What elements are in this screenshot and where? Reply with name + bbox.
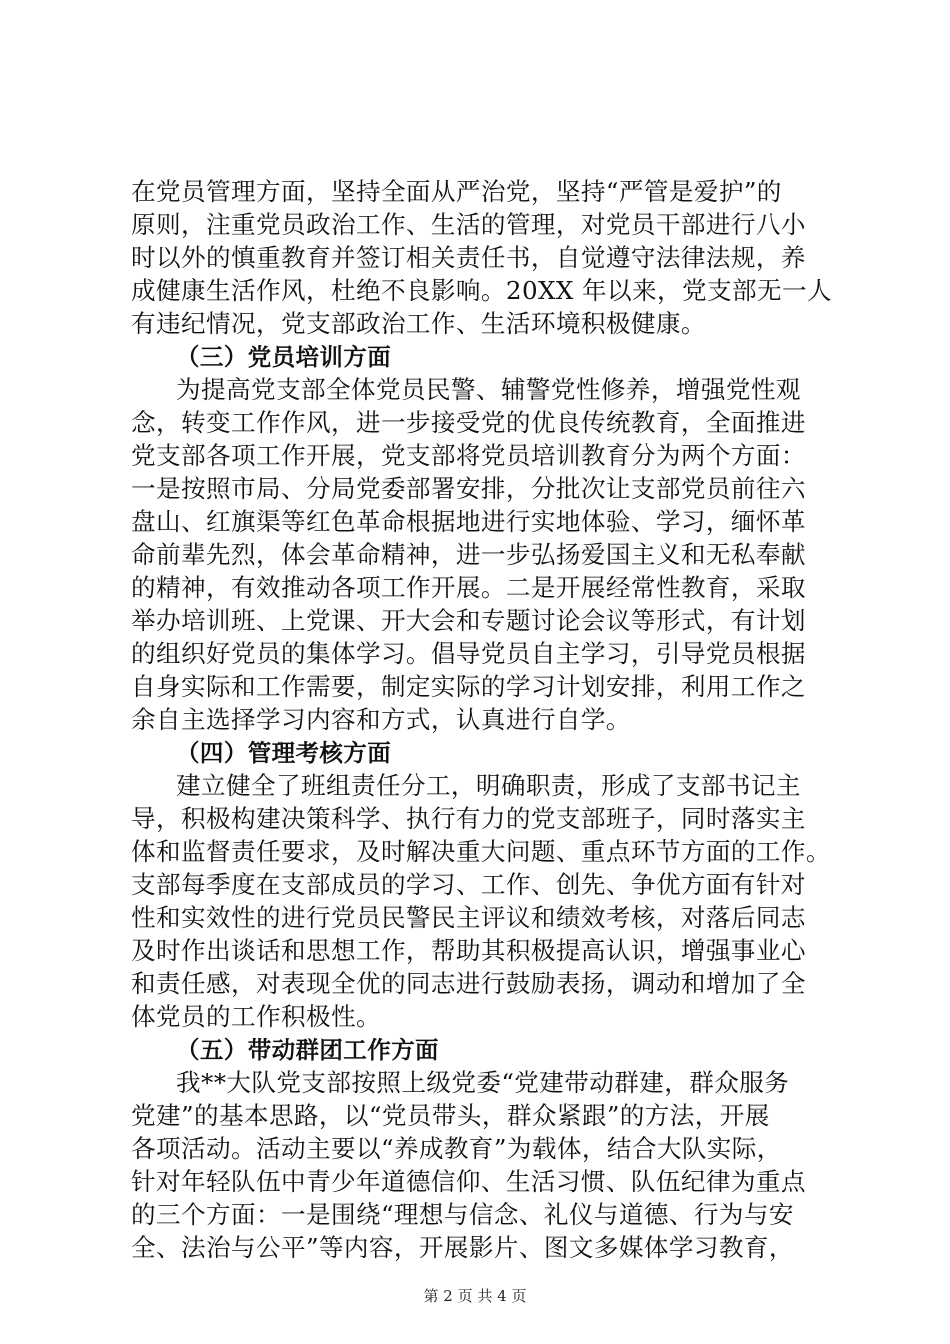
text-line: 自身实际和工作需要，制定实际的学习计划安排，利用工作之 — [131, 672, 806, 701]
text-line: 体党员的工作积极性。 — [131, 1002, 381, 1031]
text-line: 盘山、红旗渠等红色革命根据地进行实地体验、学习，缅怀革 — [131, 507, 806, 536]
text-line: 及时作出谈话和思想工作，帮助其积极提高认识，增强事业心 — [131, 936, 806, 965]
text-line: 有违纪情况，党支部政治工作、生活环境积极健康。 — [131, 309, 706, 338]
text-line: 全、法治与公平”等内容，开展影片、图文多媒体学习教育， — [131, 1233, 794, 1262]
paragraph-first-line: 建立健全了班组责任分工，明确职责，形成了支部书记主 — [176, 771, 801, 800]
text-line: 一是按照市局、分局党委部署安排，分批次让支部党员前往六 — [131, 474, 806, 503]
text-line: 时以外的慎重教育并签订相关责任书，自觉遵守法律法规，养 — [131, 243, 806, 272]
text-line: 的组织好党员的集体学习。倡导党员自主学习，引导党员根据 — [131, 639, 806, 668]
text-line: 在党员管理方面，坚持全面从严治党，坚持“严管是爱护”的 — [131, 177, 782, 206]
paragraph-first-line: 我**大队党支部按照上级党委“党建带动群建，群众服务 — [176, 1068, 790, 1097]
page-number-footer: 第 2 页 共 4 页 — [423, 1287, 527, 1305]
text-line: 念，转变工作作风，进一步接受党的优良传统教育，全面推进 — [131, 408, 806, 437]
text-line: 命前辈先烈，体会革命精神，进一步弘扬爱国主义和无私奉献 — [131, 540, 806, 569]
text-line: 针对年轻队伍中青少年道德信仰、生活习惯、队伍纪律为重点 — [131, 1167, 806, 1196]
text-line: 性和实效性的进行党员民警民主评议和绩效考核，对落后同志 — [131, 903, 806, 932]
text-line: 支部每季度在支部成员的学习、工作、创先、争优方面有针对 — [131, 870, 806, 899]
text-line: 余自主选择学习内容和方式，认真进行自学。 — [131, 705, 631, 734]
text-line: 导，积极构建决策科学、执行有力的党支部班子，同时落实主 — [131, 804, 806, 833]
text-line: 体和监督责任要求，及时解决重大问题、重点环节方面的工作。 — [131, 837, 831, 866]
text-line: 党建”的基本思路，以“党员带头，群众紧跟”的方法，开展 — [131, 1101, 770, 1130]
section-heading-assessment: （四）管理考核方面 — [176, 739, 392, 767]
text-line: 的三个方面：一是围绕“理想与信念、礼仪与道德、行为与安 — [131, 1200, 794, 1229]
section-heading-mass-work: （五）带动群团工作方面 — [176, 1036, 439, 1064]
text-line: 党支部各项工作开展，党支部将党员培训教育分为两个方面： — [131, 441, 806, 470]
text-line: 和责任感，对表现全优的同志进行鼓励表扬，调动和增加了全 — [131, 969, 806, 998]
text-line: 举办培训班、上党课、开大会和专题讨论会议等形式，有计划 — [131, 606, 806, 635]
text-line: 各项活动。活动主要以“养成教育”为载体，结合大队实际， — [131, 1134, 782, 1163]
text-line: 的精神，有效推动各项工作开展。二是开展经常性教育，采取 — [131, 573, 806, 602]
paragraph-first-line: 为提高党支部全体党员民警、辅警党性修养，增强党性观 — [176, 375, 801, 404]
section-heading-training: （三）党员培训方面 — [176, 343, 392, 371]
text-line: 原则，注重党员政治工作、生活的管理，对党员干部进行八小 — [131, 210, 806, 239]
text-line: 成健康生活作风，杜绝不良影响。20XX 年以来，党支部无一人 — [131, 276, 832, 305]
